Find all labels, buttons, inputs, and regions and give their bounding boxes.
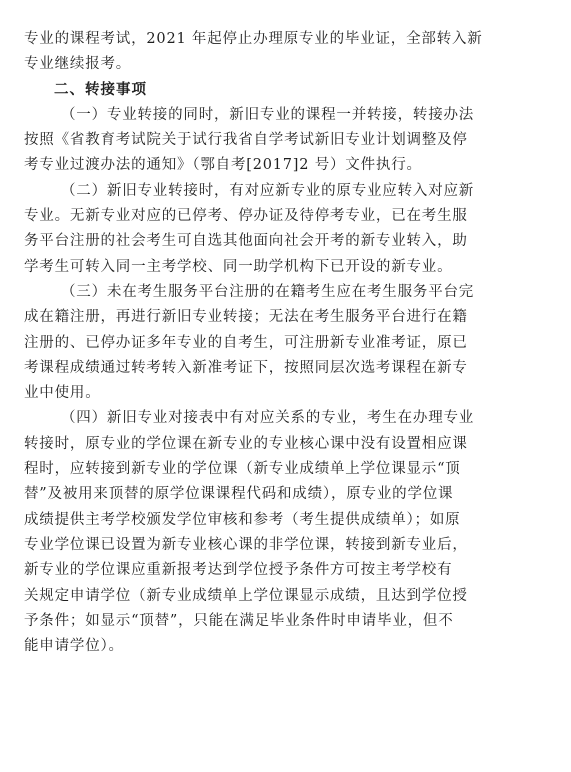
text-line: 替”及被用来顶替的原学位课课程代码和成绩），原专业的学位课 xyxy=(24,486,454,503)
text-line: 能申请学位）。 xyxy=(24,638,124,655)
document-page xyxy=(24,27,550,659)
text-line: 专业学位课已设置为新专业核心课的非学位课，转接到新专业后， xyxy=(24,536,468,553)
text-line: 务平台注册的社会考生可自选其他面向社会开考的新专业转入，助 xyxy=(24,233,468,250)
text-line: 成在籍注册，再进行新旧专业转接；无法在考生服务平台进行在籍 xyxy=(24,309,468,326)
text-line: 专业的课程考试，2021 年起停止办理原专业的毕业证，全部转入新 xyxy=(24,31,483,47)
text-line: 业中使用。 xyxy=(24,385,101,402)
text-line: 专业。无新专业对应的已停考、停办证及待停考专业，已在考生服 xyxy=(24,208,468,225)
section-heading: 二、转接事项 xyxy=(54,81,147,98)
text-line: 新专业的学位课应重新报考达到学位授予条件方可按主考学校有 xyxy=(24,562,453,579)
paragraph-4-first-line: （四）新旧专业对接表中有对应关系的专业，考生在办理专业 xyxy=(61,410,475,427)
text-line: 程时，应转接到新专业的学位课（新专业成绩单上学位课显示“顶 xyxy=(24,461,461,478)
text-line: 学考生可转入同一主考学校、同一助学机构下已开设的新专业。 xyxy=(24,258,453,275)
text-line: 按照《省教育考试院关于试行我省自学考试新旧专业计划调整及停 xyxy=(24,132,468,149)
paragraph-1-first-line: （一）专业转接的同时，新旧专业的课程一并转接，转接办法 xyxy=(61,106,475,123)
text-line: 考课程成绩通过转考转入新准考证下，按照同层次选考课程在新专 xyxy=(24,359,468,376)
paragraph-3-first-line: （三）未在考生服务平台注册的在籍考生应在考生服务平台完 xyxy=(61,283,475,300)
text-line: 成绩提供主考学校颁发学位审核和参考（考生提供成绩单）；如原 xyxy=(24,511,461,528)
paragraph-2-first-line: （二）新旧专业转接时，有对应新专业的原专业应转入对应新 xyxy=(61,182,475,199)
text-line: 专业继续报考。 xyxy=(24,56,132,73)
text-line: 注册的、已停办证多年专业的自考生，可注册新专业准考证，原已 xyxy=(24,334,468,351)
text-line: 予条件；如显示“顶替”，只能在满足毕业条件时申请毕业，但不 xyxy=(24,612,454,629)
text-line: 考专业过渡办法的通知》（鄂自考[2017]2 号）文件执行。 xyxy=(24,157,422,174)
text-line: 转接时，原专业的学位课在新专业的专业核心课中没有设置相应课 xyxy=(24,435,468,452)
text-line: 关规定申请学位（新专业成绩单上学位课显示成绩，且达到学位授 xyxy=(24,587,468,604)
